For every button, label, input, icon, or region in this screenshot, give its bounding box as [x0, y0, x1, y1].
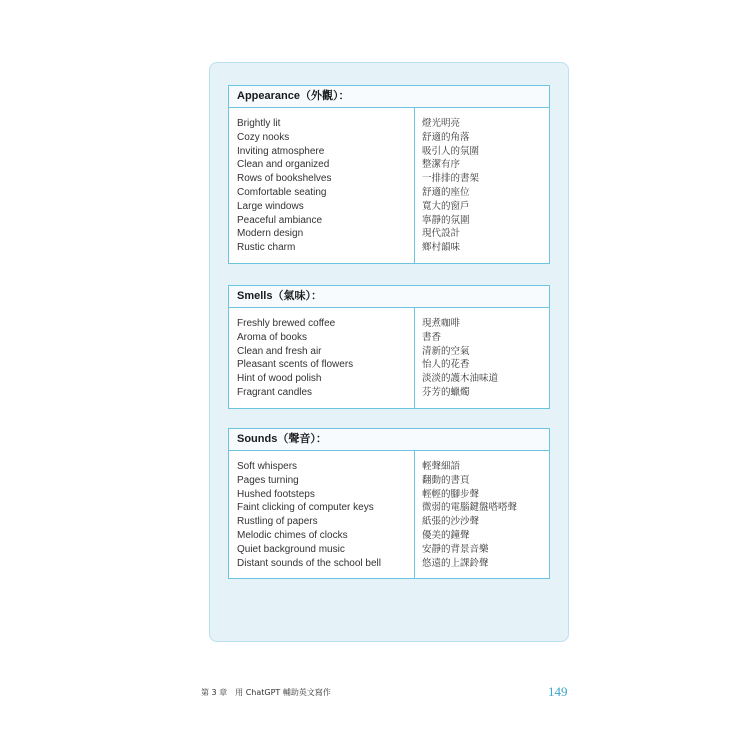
term-en: Cozy nooks	[237, 131, 290, 143]
term-en: Quiet background music	[237, 543, 345, 555]
term-zh: 吸引人的氛圍	[422, 145, 480, 157]
term-en: Rustic charm	[237, 242, 296, 254]
term-zh: 怡人的花香	[422, 359, 470, 371]
term-zh: 鄉村韻味	[422, 242, 461, 254]
term-en: Modern design	[237, 228, 304, 240]
page-number: 149	[548, 684, 568, 699]
section-title: Sounds（聲音）：	[229, 429, 549, 451]
term-zh: 寧靜的氛圍	[422, 214, 470, 226]
term-zh: 安靜的背景音樂	[422, 543, 489, 555]
english-column	[229, 451, 415, 578]
term-en: Rustling of papers	[237, 516, 318, 528]
term-zh: 紙張的沙沙聲	[422, 516, 480, 528]
term-en: Hushed footsteps	[237, 488, 315, 500]
term-zh: 芬芳的蠟燭	[422, 386, 470, 398]
term-zh: 優美的鐘聲	[422, 529, 470, 541]
term-zh: 燈光明亮	[422, 118, 461, 129]
term-en: Fragrant candles	[237, 386, 313, 398]
english-column	[229, 108, 415, 263]
term-zh: 輕輕的腳步聲	[422, 488, 480, 500]
term-zh: 悠遠的上課鈴聲	[422, 557, 489, 569]
term-zh: 書香	[422, 331, 442, 343]
term-zh: 舒適的角落	[422, 131, 470, 143]
term-zh: 寬大的窗戶	[422, 200, 470, 212]
chinese-column	[415, 451, 549, 578]
chapter-footer: 第 3 章 用 ChatGPT 輔助英文寫作	[201, 688, 331, 697]
term-zh: 現代設計	[422, 228, 461, 240]
chinese-column	[415, 308, 549, 408]
term-en: Rows of bookshelves	[237, 173, 332, 185]
term-en: Melodic chimes of clocks	[237, 529, 348, 541]
term-en: Clean and fresh air	[237, 345, 322, 357]
term-en: Pleasant scents of flowers	[237, 359, 354, 371]
appearance-table	[228, 85, 550, 264]
term-en: Hint of wood polish	[237, 373, 322, 385]
term-en: Peaceful ambiance	[237, 214, 323, 226]
term-en: Aroma of books	[237, 331, 308, 343]
term-en: Pages turning	[237, 474, 299, 486]
term-zh: 現煮咖啡	[422, 318, 461, 329]
term-en: Comfortable seating	[237, 186, 327, 198]
chinese-column	[415, 108, 549, 263]
term-en: Large windows	[237, 200, 304, 212]
term-zh: 清新的空氣	[422, 345, 470, 357]
term-zh: 淡淡的護木油味道	[422, 373, 499, 385]
term-en: Brightly lit	[237, 118, 281, 129]
section-title: Appearance（外觀）：	[229, 86, 549, 108]
term-en: Clean and organized	[237, 159, 330, 171]
term-zh: 整潔有序	[422, 159, 461, 171]
english-column	[229, 308, 415, 408]
sounds-table	[228, 428, 550, 579]
term-en: Soft whispers	[237, 461, 298, 472]
term-en: Freshly brewed coffee	[237, 318, 336, 329]
smells-table	[228, 285, 550, 409]
term-zh: 輕聲細語	[422, 461, 461, 472]
term-zh: 舒適的座位	[422, 186, 470, 198]
term-zh: 微弱的電腦鍵盤嗒嗒聲	[422, 502, 518, 514]
term-en: Faint clicking of computer keys	[237, 502, 374, 514]
term-zh: 一排排的書架	[422, 173, 480, 185]
term-en: Distant sounds of the school bell	[237, 557, 381, 569]
section-title: Smells（氣味）：	[229, 286, 549, 308]
term-en: Inviting atmosphere	[237, 145, 325, 157]
term-zh: 翻動的書頁	[422, 474, 470, 486]
